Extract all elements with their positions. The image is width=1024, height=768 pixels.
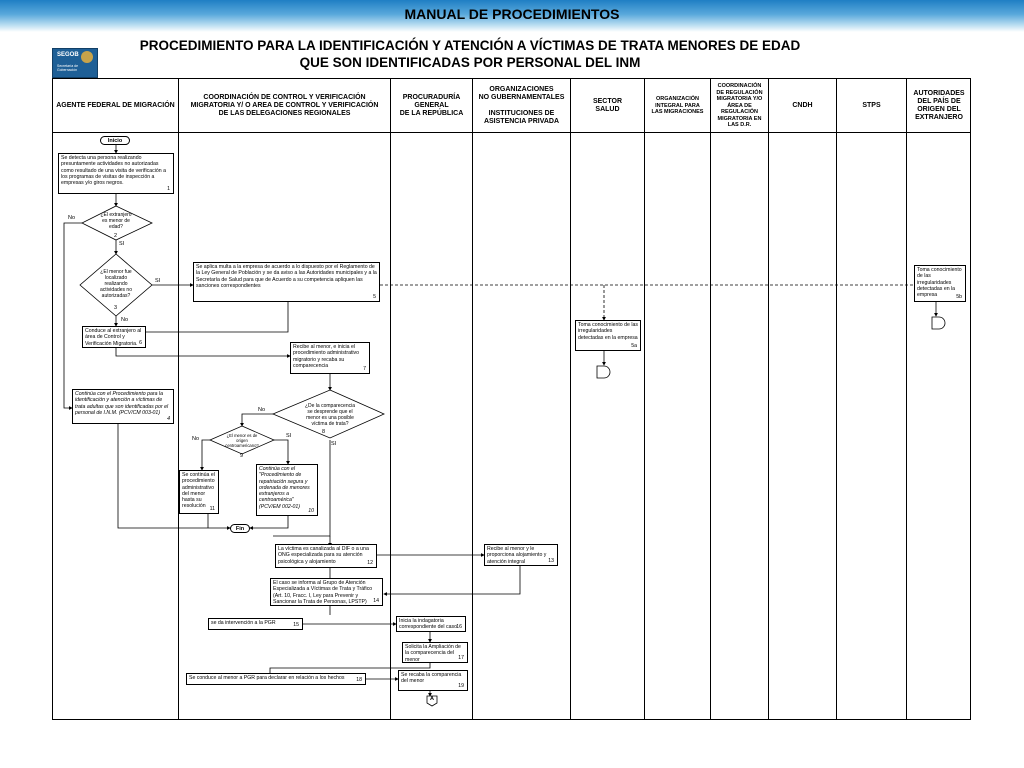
step-box-5b [914, 265, 966, 302]
step-box-7 [290, 342, 370, 374]
step-box-16 [396, 616, 466, 632]
step-text-5b: Toma conocimiento de las irregularidades detectadas en la empresa [917, 267, 962, 299]
step-number-5b: 5b [956, 293, 962, 300]
step-text-11: Se continúa el procedimiento administrativo del menor hasta su resolución [182, 472, 215, 510]
yes-label: SI [119, 241, 125, 247]
step-box-10 [256, 464, 318, 516]
decision-text-3: ¿El menor fue localizado realizando actividades no autorizadas? [100, 269, 132, 299]
step-text-19: Se recaba la comparencia del menor [401, 672, 462, 685]
decision-number-8: 8 [322, 429, 326, 435]
step-box-6 [82, 326, 146, 348]
step-text-7: Recibe al menor, e inicia el procedimiento administrativo migratorio y recaba su comparecencia [293, 344, 360, 369]
step-box-13 [484, 544, 558, 566]
step-number-7: 7 [363, 365, 366, 372]
step-text-4: Continúa con el Procedimiento para la identificación y atención a víctimas de trata adultas que son identificadas por el personal de I.N.M. (PCV/CM 003-01) [75, 391, 169, 416]
step-text-18: Se conduce al menor a PGR para declarar en relación a los hechos [189, 675, 345, 681]
column-header-oim: ORGANIZACIÓN INTEGRAL PARA LAS MIGRACIONES [651, 96, 704, 116]
step-number-19: 19 [458, 682, 464, 689]
column-header-stps: STPS [862, 102, 881, 109]
step-box-1 [58, 153, 174, 194]
step-number-11: 11 [209, 505, 215, 512]
step-box-14 [270, 578, 383, 606]
document-title-line2: QUE SON IDENTIFICADAS POR PERSONAL DEL INM [299, 55, 641, 70]
step-text-15: se da intervención a la PGR [211, 620, 276, 626]
step-box-5a [575, 320, 641, 351]
yes-label: SI [286, 433, 292, 439]
step-number-16: 16 [456, 623, 462, 630]
offpage-end-5a [597, 366, 610, 378]
column-header-agente: AGENTE FEDERAL DE MIGRACIÓN [56, 102, 175, 109]
step-text-6: Conduce al extranjero al área de Control y Verificación Migratoria. [85, 328, 142, 347]
column-header-regulacion: COORDINACIÓN DE REGULACIÓN MIGRATORIA Y/O ÁREA DE REGULACIÓN MIGRATORIA EN LAS D.R. [716, 83, 763, 129]
no-label: No [68, 215, 76, 221]
offpage-end-5b [932, 317, 945, 329]
logo-name: SEGOB [57, 52, 79, 58]
step-box-12 [275, 544, 377, 568]
manual-title: MANUAL DE PROCEDIMIENTOS [404, 6, 620, 22]
end-terminal: Fin [230, 524, 250, 533]
step-number-14: 14 [373, 597, 379, 604]
step-box-19 [398, 670, 468, 691]
step-number-5: 5 [373, 293, 376, 300]
step-text-14: El caso se informa al Grupo de Atención Especializada a Víctimas de Trata y Tráfico (Art. 10, Fracc. I, Ley para Prevenir y Sancionar la Trata de Personas, LPSTP) [273, 580, 373, 605]
column-header-ong: ORGANIZACIONES NO GUBERNAMENTALES INSTITUCIONES DE ASISTENCIA PRIVADA [478, 86, 565, 125]
step-text-13: Recibe al menor y le proporciona alojamiento y atención integral [487, 546, 547, 565]
column-header-coordinacion-control: COORDINACIÓN DE CONTROL Y VERIFICACIÓN MIGRATORIA Y/ O AREA DE CONTROL Y VERIFICACIÓN DE LAS DELEGACIONES REGIONALES [190, 94, 379, 117]
step-number-15: 15 [293, 621, 299, 628]
step-text-5a: Toma conocimiento de las irregularidades detectadas en la empresa [578, 322, 638, 341]
step-box-11 [179, 470, 219, 514]
step-text-10: Continúa con el "Procedimiento de repatriación segura y ordenada de menores extranjeros a centroamérica" (PCV/EM 002-01) [259, 466, 310, 510]
step-text-17: Solicita la Ampliación de la comparecencia del menor [405, 644, 461, 663]
decision-number-3: 3 [114, 305, 118, 311]
decision-text-8: ¿De la comparecencia se desprende que el menor es una posible víctima de trata? [304, 403, 356, 427]
yes-label: SI [155, 278, 161, 284]
step-box-5 [193, 262, 380, 302]
step-number-5a: 5a [631, 342, 637, 349]
step-box-4 [72, 389, 174, 424]
decision-text-9: ¿El menor es de origen centroamericano? [225, 433, 259, 448]
step-number-4: 4 [167, 415, 170, 422]
step-box-15 [208, 618, 303, 630]
decision-text-2: ¿El extranjero es menor de edad? [100, 212, 132, 230]
connector-label: A [430, 696, 434, 702]
column-header-cndh: CNDH [792, 102, 813, 109]
step-text-5: Se aplica multa a la empresa de acuerdo a lo dispuesto por el Reglamento de la Ley General de Población y se da aviso a las Autoridades municipales y a la Secretaría de Salud para que de Acuerdo a su competencia apliquen las sanciones correspondientes [196, 264, 377, 289]
yes-label: SI [331, 441, 337, 447]
start-terminal: Inicio [100, 136, 130, 145]
column-header-sector-salud: SECTOR SALUD [592, 98, 623, 113]
logo-subtitle: Secretaría de Gobernación [57, 64, 79, 72]
step-number-18: 18 [356, 676, 362, 683]
decision-number-2: 2 [114, 233, 118, 239]
step-number-17: 17 [458, 654, 464, 661]
no-label: No [192, 436, 200, 442]
no-label: No [258, 407, 266, 413]
step-number-1: 1 [167, 185, 170, 192]
decision-number-9: 9 [240, 453, 244, 459]
step-text-1: Se detecta una persona realizando presuntamente actividades no autorizadas como resultado de una visita de verificación a los programas de visitas de inspección a empresas y/o giros negros. [61, 155, 166, 187]
column-header-autoridades: AUTORIDADES DEL PAÍS DE ORIGEN DEL EXTRANJERO [913, 90, 965, 121]
step-text-16: Inicia la indagatoria correspondiente del caso [399, 618, 457, 631]
step-number-6: 6 [139, 339, 142, 346]
step-number-10: 10 [308, 507, 314, 514]
document-title-line1: PROCEDIMIENTO PARA LA IDENTIFICACIÓN Y ATENCIÓN A VÍCTIMAS DE TRATA MENORES DE EDAD [139, 38, 801, 53]
column-header-pgr: PROCURADURÍA GENERAL DE LA REPÚBLICA [399, 94, 464, 117]
step-box-18 [186, 673, 366, 685]
step-box-17 [402, 642, 468, 663]
step-number-13: 13 [548, 557, 554, 564]
no-label: No [121, 317, 129, 323]
step-number-12: 12 [367, 559, 373, 566]
step-text-12: La víctima es canalizada al DIF o a una ONG especializada para su atención psicológica y alojamiento [278, 546, 369, 565]
